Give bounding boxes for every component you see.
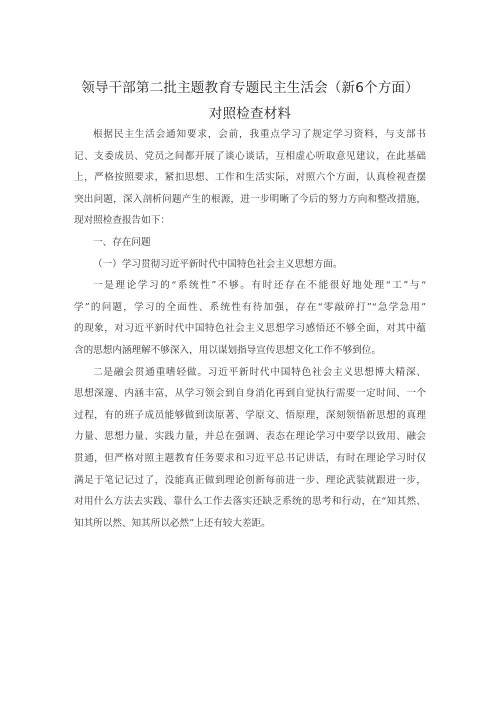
paragraph-line: 的现象，对习近平新时代中国特色社会主义思想学习感悟还不够全面，对其中蕴 [74,323,426,335]
paragraph-line: 思想深邃、内涵丰富，从学习领会到自身消化再到自觉执行需要一定时间、一个 [74,388,426,400]
section-heading: 一、存在问题 [93,236,151,248]
paragraph-line: 根据民主生活会通知要求，会前，我重点学习了规定学习资料，与支部书 [93,129,426,140]
paragraph-line: 对用什么方法去实践、靠什么工作去落实还缺乏系统的思考和行动，在“知其然、 [74,496,426,508]
subsection-heading: （一）学习贯彻习近平新时代中国特色社会主义思想方面。 [93,258,343,270]
paragraph-line: 记、支委成员、党员之间都开展了谈心谈话，互相虚心听取意见建议，在此基础 [74,150,426,162]
paragraph-line: 知其所以然、知其所以必然”上还有较大差距。 [74,517,271,529]
paragraph-line: 突出问题，深入剖析问题产生的根源，进一步明晰了今后的努力方向和整改措施， [74,193,426,205]
paragraph-line: 含的思想内涵理解不够深入，用以谋划指导宣传思想文化工作不够到位。 [74,344,381,356]
document-title: 领导干部第二批主题教育专题民主生活会（新6个方面） [81,80,419,96]
paragraph-line: 贯通，但严格对照主题教育任务要求和习近平总书记讲话，有时在理论学习时仅 [74,452,426,464]
paragraph-line: 一是理论学习的“系统性”不够。有时还存在不能很好地处理“工”与“ [93,280,426,292]
paragraph-line: 二是融会贯通重嗜轻做。习近平新时代中国特色社会主义思想博大精深、 [93,366,426,378]
paragraph-line: 现对照检查报告如下： [74,215,170,227]
document-body [74,124,426,534]
paragraph-line: 学”的问题，学习的全面性、系统性有待加强，存在“零敲碎打”“急学急用” [74,301,426,313]
document-subtitle: 对照检查材料 [208,106,292,122]
paragraph-line: 满足于笔记记过了，没能真正做到理论创新每前进一步、理论武装就跟进一步， [74,474,426,486]
paragraph-line: 过程，有的班子成员能够做到读原著、学原文、悟原理，深刻领悟新思想的真理 [74,409,426,421]
paragraph-line: 力量、思想力量、实践力量，并总在强调、表态在理论学习中要学以致用、融会 [74,431,426,443]
paragraph-line: 上，严格按照要求，紧扣思想、工作和生活实际，对照六个方面，认真检视查摆 [74,172,426,184]
